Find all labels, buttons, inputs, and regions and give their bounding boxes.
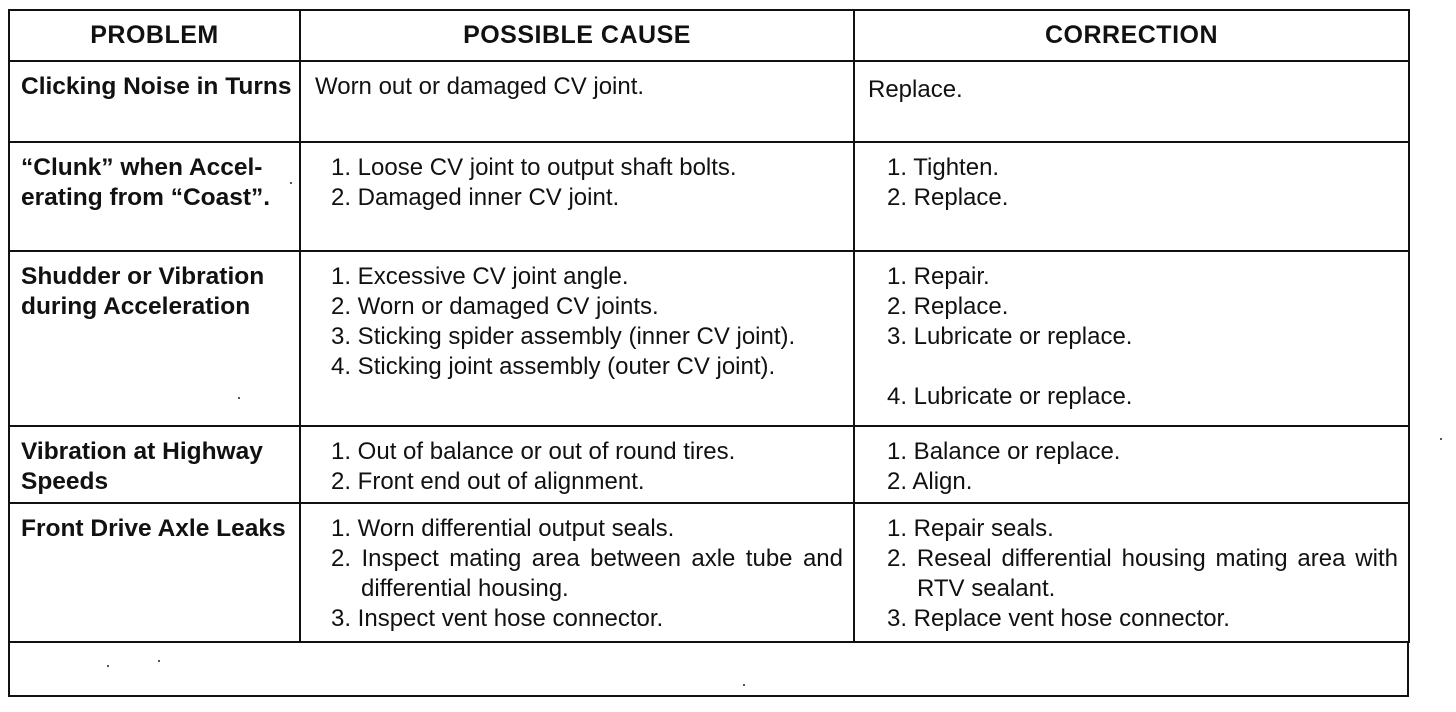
cause-cell [300,142,854,251]
header-correction: CORRECTION [854,10,1409,61]
table-row [9,142,1409,251]
list-item: 1. Repair. [887,263,990,290]
list-item: 2. Worn or damaged CV joints. [331,293,659,320]
header-problem: PROBLEM [9,10,300,61]
table-row [9,426,1409,503]
cause-cell: Worn out or damaged CV joint. [300,61,854,142]
scan-speck [1440,438,1442,440]
scan-speck [743,684,745,686]
scan-speck [107,665,109,667]
scan-speck [158,660,160,662]
list-item: 1. Out of balance or out of round tires. [331,438,736,465]
list-item: 2. Replace. [887,293,1009,320]
correction-cell: Replace. [854,61,1409,142]
cause-cell [300,503,854,642]
list-item: 1. Tighten. [887,154,1000,181]
problem-cell: Vibration at Highway Speeds [9,426,300,503]
spacer [887,352,1398,382]
list-item: 2. Reseal differential housing mating area with RTV sealant. [887,545,1398,602]
header-possible-cause: POSSIBLE CAUSE [300,10,854,61]
list-item: 1. Repair seals. [887,515,1054,542]
blank-footer-row [8,641,1409,697]
problem-cell: Clicking Noise in Turns [9,61,300,142]
list-item: 4. Sticking joint assembly (outer CV joint). [331,353,776,380]
diagnosis-chart [8,9,1408,694]
problem-cell: Front Drive Axle Leaks [9,503,300,642]
list-item: 3. Inspect vent hose connector. [331,605,664,632]
list-item: 2. Replace. [887,184,1009,211]
list-item: 3. Sticking spider assembly (inner CV joint). [331,323,796,350]
list-item: 1. Excessive CV joint angle. [331,263,629,290]
list-item: 1. Loose CV joint to output shaft bolts. [331,154,737,181]
table-row [9,503,1409,642]
list-item: 1. Balance or replace. [887,438,1121,465]
list-item: 2. Inspect mating area between axle tube and differential housing. [331,545,843,602]
table-header-row [9,10,1409,61]
correction-cell [854,142,1409,251]
table-row [9,251,1409,426]
correction-cell [854,426,1409,503]
scan-speck [290,182,292,184]
list-item: 2. Front end out of alignment. [331,468,645,495]
list-item: 2. Align. [887,468,973,495]
problem-cell: Shudder or Vibration during Acceleration [9,251,300,426]
list-item: 2. Damaged inner CV joint. [331,184,620,211]
cause-cell [300,251,854,426]
correction-cell [854,251,1409,426]
problem-cell: “Clunk” when Accel-erating from “Coast”. [9,142,300,251]
diagnosis-table [8,9,1410,643]
list-item: 3. Lubricate or replace. [887,323,1133,350]
table-row [9,61,1409,142]
list-item: 4. Lubricate or replace. [887,383,1133,410]
list-item: 1. Worn differential output seals. [331,515,675,542]
list-item: 3. Replace vent hose connector. [887,605,1230,632]
correction-cell [854,503,1409,642]
cause-cell [300,426,854,503]
scan-speck [238,397,240,399]
